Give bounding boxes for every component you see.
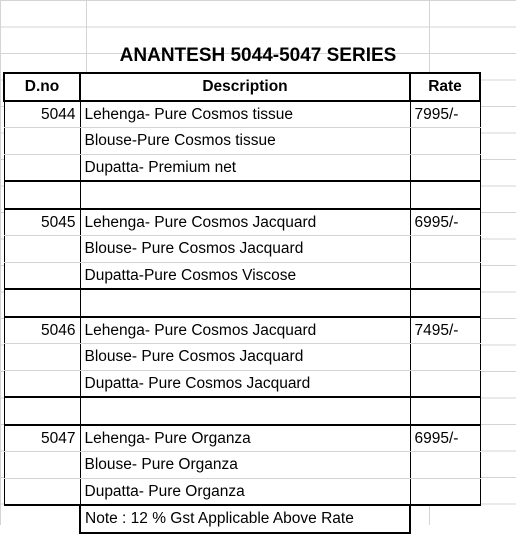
sheet-title: ANANTESH 5044-5047 SERIES: [119, 45, 397, 66]
description-cell[interactable]: Dupatta- Pure Organza: [80, 478, 410, 505]
rate-cell[interactable]: 6995/-: [410, 425, 480, 452]
blank-row: [4, 181, 480, 209]
empty-cell[interactable]: [410, 181, 480, 209]
dno-cell[interactable]: [4, 236, 80, 263]
empty-cell[interactable]: [410, 397, 480, 425]
rate-cell[interactable]: [410, 262, 480, 289]
description-cell[interactable]: Dupatta-Pure Cosmos Viscose: [80, 262, 410, 289]
dno-cell[interactable]: [4, 128, 80, 155]
rate-cell[interactable]: 7495/-: [410, 317, 480, 344]
description-cell[interactable]: Blouse-Pure Cosmos tissue: [80, 128, 410, 155]
description-cell[interactable]: Blouse- Pure Cosmos Jacquard: [80, 344, 410, 371]
table-row: [4, 344, 480, 371]
table-row: [4, 425, 480, 452]
empty-cell[interactable]: [4, 289, 80, 317]
blank-row: [4, 289, 480, 317]
description-cell[interactable]: Lehenga- Pure Cosmos Jacquard: [80, 209, 410, 236]
dno-cell[interactable]: [4, 478, 80, 505]
header-row: [4, 73, 480, 101]
dno-cell[interactable]: [4, 154, 80, 181]
gst-note-cell[interactable]: Note : 12 % Gst Applicable Above Rate: [80, 505, 410, 533]
dno-cell[interactable]: [4, 262, 80, 289]
empty-cell[interactable]: [80, 181, 410, 209]
table-row: [4, 128, 480, 155]
table-row: [4, 236, 480, 263]
blank-row: [4, 397, 480, 425]
note-row: [4, 505, 480, 533]
table-row: [4, 262, 480, 289]
description-cell[interactable]: Lehenga- Pure Cosmos tissue: [80, 101, 410, 128]
table-row: [4, 154, 480, 181]
empty-cell[interactable]: [80, 397, 410, 425]
empty-cell[interactable]: [410, 505, 480, 533]
description-cell[interactable]: Blouse- Pure Cosmos Jacquard: [80, 236, 410, 263]
table-row: [4, 317, 480, 344]
dno-cell[interactable]: [4, 370, 80, 397]
table-row: [4, 209, 480, 236]
table-row: [4, 478, 480, 505]
description-cell[interactable]: Lehenga- Pure Cosmos Jacquard: [80, 317, 410, 344]
rate-cell[interactable]: 6995/-: [410, 209, 480, 236]
description-cell[interactable]: Lehenga- Pure Organza: [80, 425, 410, 452]
header-rate[interactable]: Rate: [410, 73, 480, 101]
empty-cell[interactable]: [4, 505, 80, 533]
table-row: [4, 452, 480, 479]
rate-cell[interactable]: [410, 370, 480, 397]
rate-cell[interactable]: [410, 344, 480, 371]
header-description[interactable]: Description: [80, 73, 410, 101]
rate-cell[interactable]: [410, 154, 480, 181]
dno-cell[interactable]: 5047: [4, 425, 80, 452]
dno-cell[interactable]: 5045: [4, 209, 80, 236]
empty-cell[interactable]: [410, 289, 480, 317]
description-cell[interactable]: Dupatta- Premium net: [80, 154, 410, 181]
dno-cell[interactable]: [4, 344, 80, 371]
description-cell[interactable]: Blouse- Pure Organza: [80, 452, 410, 479]
rate-cell[interactable]: [410, 236, 480, 263]
dno-cell[interactable]: 5044: [4, 101, 80, 128]
rate-cell[interactable]: [410, 452, 480, 479]
rate-cell[interactable]: [410, 128, 480, 155]
table-row: [4, 101, 480, 128]
empty-cell[interactable]: [4, 397, 80, 425]
rate-cell[interactable]: [410, 478, 480, 505]
dno-cell[interactable]: [4, 452, 80, 479]
rate-cell[interactable]: 7995/-: [410, 101, 480, 128]
description-cell[interactable]: Dupatta- Pure Cosmos Jacquard: [80, 370, 410, 397]
header-dno[interactable]: D.no: [4, 73, 80, 101]
empty-cell[interactable]: [4, 181, 80, 209]
table-row: [4, 370, 480, 397]
price-table: [3, 72, 481, 534]
dno-cell[interactable]: 5046: [4, 317, 80, 344]
empty-cell[interactable]: [80, 289, 410, 317]
